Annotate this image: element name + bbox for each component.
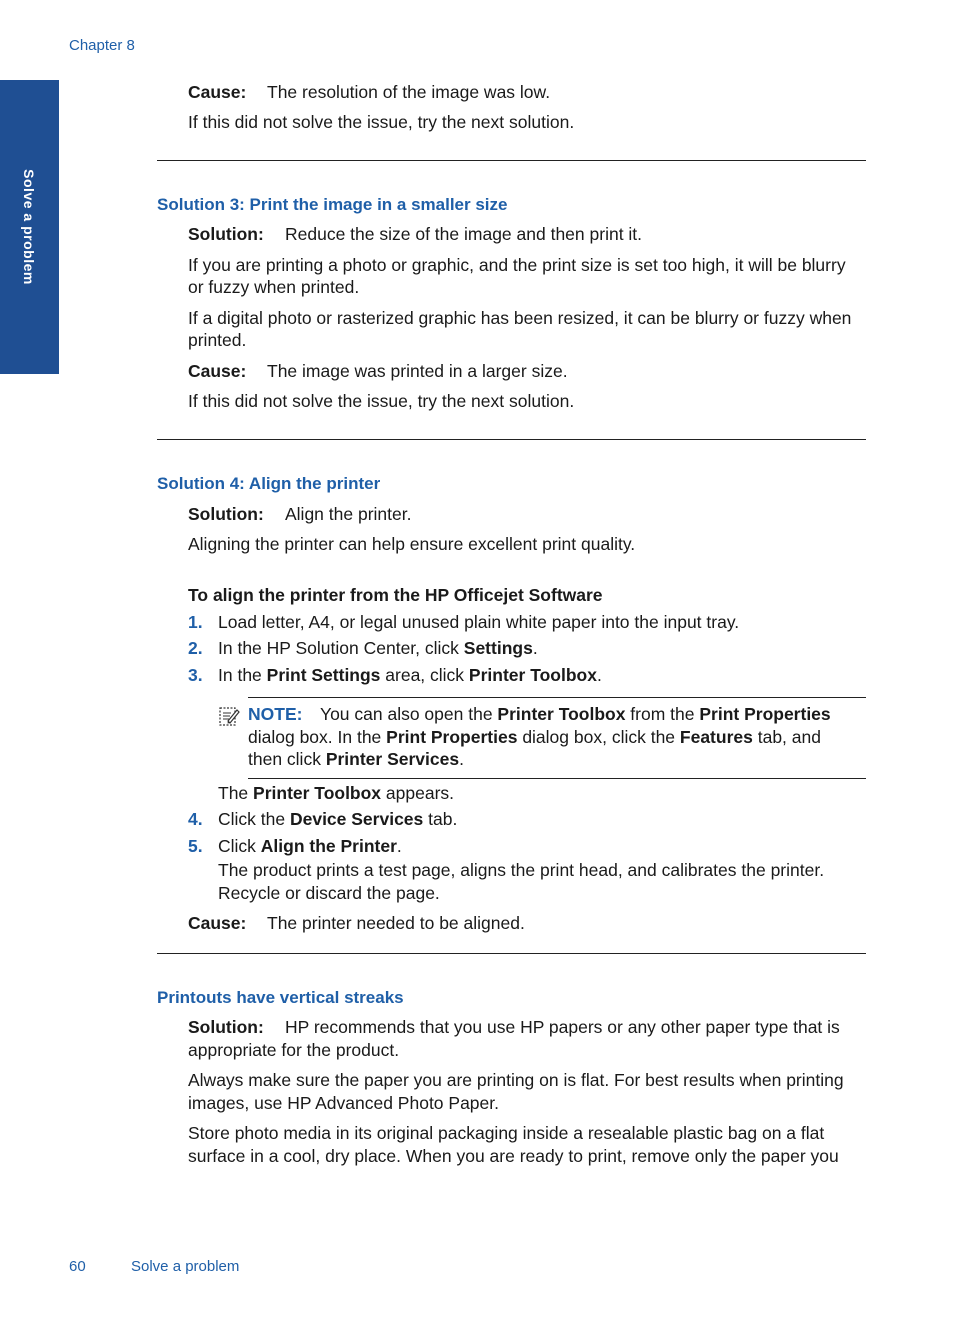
paragraph-line: printed. (188, 330, 247, 350)
step-text: . (532, 638, 538, 658)
cause-line (188, 912, 525, 935)
side-tab (0, 80, 59, 374)
step-text: In the HP Solution Center, click (218, 638, 464, 658)
streaks-heading: Printouts have vertical streaks (157, 988, 404, 1007)
ui-term: Printer Toolbox (253, 783, 382, 803)
step-text: In the (218, 665, 267, 685)
ui-term: Device Services (289, 809, 424, 829)
procedure-title: To align the printer from the HP Officejet Software (188, 585, 603, 605)
step-text: area, click (380, 665, 469, 685)
cause-text: The printer needed to be aligned. (267, 913, 525, 933)
ui-term: Printer Services (325, 749, 460, 769)
step-number: 5. (188, 836, 203, 856)
section-divider (157, 160, 866, 161)
solution-3-heading: Solution 3: Print the image in a smaller size (157, 195, 508, 214)
side-tab-label: Solve a problem (21, 169, 37, 285)
note-icon (218, 705, 240, 727)
step-text: Click (218, 836, 261, 856)
note-text: tab, and (752, 727, 821, 747)
solution-4-heading: Solution 4: Align the printer (157, 474, 381, 493)
solution-line (188, 1016, 840, 1039)
paragraph-line: If a digital photo or rasterized graphic has been resized, it can be blurry or fuzzy when (188, 308, 852, 328)
step-text: appears. (381, 783, 455, 803)
step-text: Load letter, A4, or legal unused plain white paper into the input tray. (218, 612, 740, 632)
next-solution-text: If this did not solve the issue, try the next solution. (188, 391, 575, 411)
ui-term: Print Properties (386, 727, 518, 747)
ui-term: Printer Toolbox (497, 704, 626, 724)
note-bottom-rule (248, 778, 866, 779)
section-divider (157, 953, 866, 954)
note-text: . (459, 749, 464, 769)
solution-text: Align the printer. (285, 504, 412, 524)
step-text: The product prints a test page, aligns the print head, and calibrates the printer. (218, 860, 825, 880)
solution-label: Solution: (188, 504, 264, 524)
step-number: 3. (188, 665, 203, 685)
step-text: tab. (423, 809, 458, 829)
footer-section: Solve a problem (131, 1258, 240, 1275)
solution-line (188, 223, 642, 246)
step-number: 2. (188, 638, 203, 658)
cause-line (188, 360, 568, 383)
solution-text: HP recommends that you use HP papers or any other paper type that is (285, 1017, 840, 1037)
step-text: Recycle or discard the page. (218, 883, 440, 903)
note-line (248, 726, 821, 749)
cause-label: Cause: (188, 913, 247, 933)
solution-text: Reduce the size of the image and then print it. (285, 224, 643, 244)
paragraph-line: If you are printing a photo or graphic, and the print size is set too high, it will be blurry (188, 255, 846, 275)
step-number: 4. (188, 809, 203, 829)
note-text: dialog box. In the (248, 727, 387, 747)
cause-label: Cause: (188, 82, 247, 102)
paragraph-line: Store photo media in its original packaging inside a resealable plastic bag on a flat (188, 1123, 825, 1143)
intro-text: Aligning the printer can help ensure excellent print quality. (188, 534, 636, 554)
next-solution-text: If this did not solve the issue, try the next solution. (188, 112, 575, 132)
paragraph-line: or fuzzy when printed. (188, 277, 360, 297)
note-line (248, 748, 464, 771)
note-line (248, 703, 831, 726)
step-item (188, 835, 402, 858)
step-number: 1. (188, 612, 203, 632)
cause-text: The resolution of the image was low. (267, 82, 551, 102)
step-text: Click the (218, 809, 290, 829)
ui-term: Align the Printer (260, 836, 397, 856)
step-item (188, 637, 538, 660)
step-text: . (396, 836, 402, 856)
section-divider (157, 439, 866, 440)
note-text: then click (248, 749, 326, 769)
paragraph-line: images, use HP Advanced Photo Paper. (188, 1093, 499, 1113)
ui-term: Printer Toolbox (468, 665, 597, 685)
step-item (188, 664, 602, 687)
note-label: NOTE: (248, 704, 303, 724)
step-item (188, 611, 739, 634)
note-text: from the (625, 704, 700, 724)
ui-term: Features (679, 727, 753, 747)
toolbox-appears (218, 782, 454, 805)
chapter-label: Chapter 8 (69, 37, 135, 54)
step-item (188, 808, 457, 831)
page-number: 60 (69, 1258, 86, 1275)
cause-text: The image was printed in a larger size. (267, 361, 568, 381)
solution-line (188, 503, 411, 526)
solution-label: Solution: (188, 224, 264, 244)
ui-term: Print Settings (266, 665, 381, 685)
cause-label: Cause: (188, 361, 247, 381)
step-text: The (218, 783, 254, 803)
step-text: . (596, 665, 602, 685)
note-text: You can also open the (320, 704, 498, 724)
ui-term: Settings (463, 638, 533, 658)
paragraph-line: surface in a cool, dry place. When you are ready to print, remove only the paper you (188, 1146, 839, 1166)
note-text: dialog box, click the (517, 727, 680, 747)
paragraph-line: appropriate for the product. (188, 1040, 400, 1060)
note-top-rule (248, 697, 866, 698)
cause-line (188, 81, 550, 104)
solution-label: Solution: (188, 1017, 264, 1037)
paragraph-line: Always make sure the paper you are printing on is flat. For best results when printing (188, 1070, 844, 1090)
ui-term: Print Properties (699, 704, 831, 724)
